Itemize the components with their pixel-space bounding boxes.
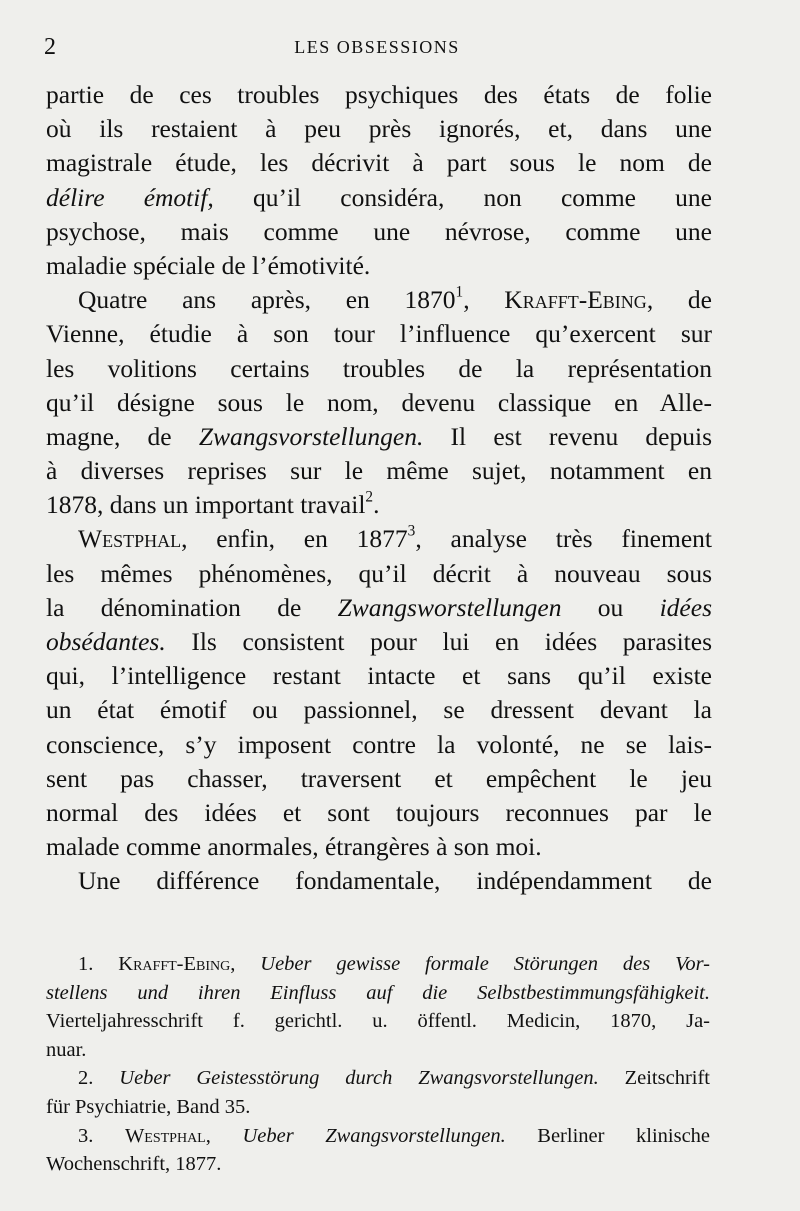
emphasis: Ueber Geistesstörung durch Zwangsvorstellungen.	[119, 1067, 599, 1090]
footnote-marker: 2	[365, 488, 374, 506]
text-line: Westphal, enfin, en 1877$^3$, analyse très finement	[78, 522, 712, 554]
footnote-line: 2. Ueber Geistesstörung durch Zwangsvorstellungen. Zeitschrift	[78, 1067, 711, 1090]
emphasis: Ueber Zwangsvorstellungen.	[242, 1124, 506, 1147]
text-line: où ils restaient à peu près ignorés, et, dans une	[46, 114, 712, 144]
text-line: la dénomination de Zwangsworstellungen ou idées	[46, 592, 712, 622]
text-line: maladie spéciale de l’émotivité.	[46, 250, 371, 280]
page-number: 2	[44, 34, 56, 60]
footnote-marker: 1	[455, 283, 464, 301]
emphasis: idées	[659, 592, 712, 622]
text-line: 1878, dans un important travail$^2$.	[46, 488, 380, 520]
emphasis: Ueber gewisse formale Störungen des Vor-	[260, 953, 711, 975]
text-line: Une différence fondamentale, indépendamment de	[78, 866, 712, 896]
emphasis: Zwangsworstellungen	[337, 592, 562, 622]
emphasis: stellens und ihren Einfluss auf die Selbstbestimmungsfähigkeit.	[46, 981, 710, 1004]
running-head: LES OBSESSIONS	[294, 37, 460, 57]
text-line: qu’il désigne sous le nom, devenu classique en Alle-	[46, 387, 712, 417]
text-line: les volitions certains troubles de la représentation	[46, 353, 712, 383]
text-line: conscience, s’y imposent contre la volonté, ne se lais-	[46, 729, 712, 759]
text-line: Quatre ans après, en 1870$^1$, Krafft-Ebing, de	[78, 283, 712, 315]
author-name: Krafft-Ebing	[504, 285, 647, 315]
author-name: Westphal	[78, 524, 182, 554]
body-text	[46, 78, 712, 899]
text-line: magistrale étude, les décrivit à part sous le nom de	[46, 148, 712, 178]
footnote-line: Vierteljahresschrift f. gerichtl. u. öffentl. Medicin, 1870, Ja-	[46, 1010, 710, 1033]
emphasis: Zwangsvorstellungen.	[198, 421, 424, 451]
footnote-marker: 3	[407, 522, 416, 540]
text-line: malade comme anormales, étrangères à son moi.	[46, 832, 542, 862]
author-name: Westphal	[124, 1124, 206, 1147]
text-line: obsédantes. Ils consistent pour lui en idées parasites	[46, 627, 712, 656]
footnote-line: 1. Krafft-Ebing, Ueber gewisse formale Störungen des Vor-	[78, 953, 711, 975]
footnote-line: Wochenschrift, 1877.	[46, 1153, 222, 1176]
footnote-line: nuar.	[46, 1038, 87, 1061]
footnote-line: für Psychiatrie, Band 35.	[46, 1095, 251, 1118]
footnote-line	[46, 979, 710, 1008]
page-header	[44, 34, 710, 62]
text-line: un état émotif ou passionnel, se dressent devant la	[46, 695, 712, 725]
emphasis: délire émotif,	[46, 182, 214, 212]
text-line: à diverses reprises sur le même sujet, notamment en	[46, 456, 712, 486]
footnote-line: 3. Westphal, Ueber Zwangsvorstellungen. Berliner klinische	[78, 1124, 711, 1147]
text-line: sent pas chasser, traversent et empêchent le jeu	[46, 763, 712, 793]
text-line: délire émotif, qu’il considéra, non comme une	[46, 182, 712, 212]
text-line: Vienne, étudie à son tour l’influence qu’exercent sur	[46, 319, 712, 349]
emphasis: obsédantes.	[46, 627, 166, 656]
text-line: partie de ces troubles psychiques des états de folie	[46, 80, 712, 109]
text-line: qui, l’intelligence restant intacte et sans qu’il existe	[46, 661, 712, 691]
footnotes	[46, 950, 710, 1179]
text-line: magne, de Zwangsvorstellungen. Il est revenu depuis	[46, 421, 712, 451]
text-line: normal des idées et sont toujours reconnues par le	[46, 797, 712, 827]
author-name: Krafft-Ebing	[118, 953, 231, 975]
text-line: psychose, mais comme une névrose, comme une	[46, 216, 712, 246]
text-line: les mêmes phénomènes, qu’il décrit à nouveau sous	[46, 558, 712, 588]
